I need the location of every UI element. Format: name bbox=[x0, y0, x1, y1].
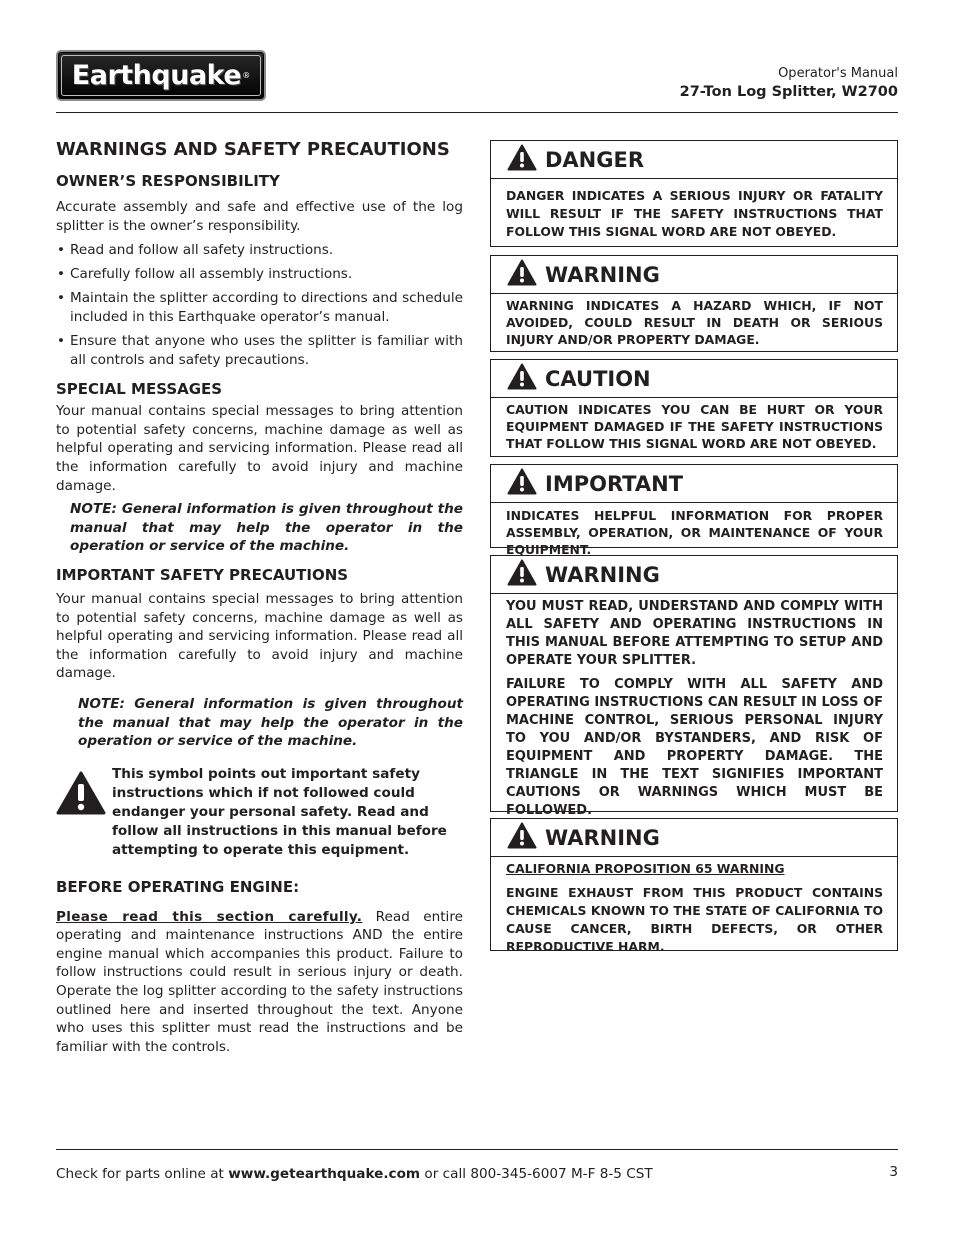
warning-title-bar bbox=[491, 819, 897, 857]
product-title: 27-Ton Log Splitter, W2700 bbox=[679, 84, 898, 100]
warning-text-failure: FAILURE TO COMPLY WITH ALL SAFETY AND OPERATING INSTRUCTIONS CAN RESULT IN LOSS OF MACHINE CONTROL, SERIOUS PERSONAL INJURY TO YOU AND/OR BYSTANDERS, AND RISK OF EQUIPMENT AND PROPERTY DAMAGE. THE TRIANGLE IN THE TEXT SIGNIFIES IMPORTANT CAUTIONS OR WARNINGS WHICH MUST BE FOLLOWED. bbox=[506, 677, 883, 818]
special-note: NOTE: General information is given throughout the manual that may help the operator in the operation or service of the machine. bbox=[70, 501, 463, 555]
logo-frame bbox=[61, 55, 261, 96]
warning-triangle-icon bbox=[507, 822, 537, 853]
special-body: Your manual contains special messages to bring attention to potential safety concerns, machine damage as well as helpful operating and servicing information. Please read all the information carefully to avoid injury and machine damage. bbox=[56, 403, 463, 494]
warning-box-prop65 bbox=[490, 818, 898, 954]
owners-list bbox=[56, 241, 463, 370]
list-item: • Ensure that anyone who uses the splitter is familiar with all controls and safety precautions. bbox=[56, 332, 463, 370]
list-item: • Carefully follow all assembly instructions. bbox=[56, 265, 463, 284]
logo-registered-mark: ® bbox=[242, 71, 251, 80]
danger-box bbox=[490, 140, 898, 247]
danger-text: DANGER INDICATES A SERIOUS INJURY OR FATALITY WILL RESULT IF THE SAFETY INSTRUCTIONS THAT FOLLOW THIS SIGNAL WORD ARE NOT OBEYED. bbox=[506, 188, 883, 239]
warning-box-definition bbox=[490, 255, 898, 352]
important-title: IMPORTANT bbox=[545, 471, 684, 496]
before-heading: BEFORE OPERATING ENGINE: bbox=[56, 877, 300, 896]
footer-contact bbox=[56, 1165, 653, 1183]
prop65-text: ENGINE EXHAUST FROM THIS PRODUCT CONTAINS CHEMICALS KNOWN TO THE STATE OF CALIFORNIA TO CAUSE CANCER, BIRTH DEFECTS, OR OTHER REPRODUCTIVE HARM. bbox=[506, 885, 883, 954]
warning-title: WARNING bbox=[545, 262, 660, 287]
footer-divider bbox=[56, 1149, 898, 1150]
warning-body bbox=[491, 857, 897, 962]
warning-title: WARNING bbox=[545, 825, 660, 850]
before-body bbox=[56, 908, 463, 1057]
prop65-heading: CALIFORNIA PROPOSITION 65 WARNING bbox=[506, 861, 785, 876]
header-info bbox=[578, 66, 898, 102]
warning-title-bar bbox=[491, 256, 897, 294]
safety-symbol-block bbox=[56, 765, 463, 860]
footer-prefix: Check for parts online at bbox=[56, 1166, 229, 1182]
important-text: INDICATES HELPFUL INFORMATION FOR PROPER ASSEMBLY, OPERATION, OR MAINTENANCE OF YOUR EQUIPMENT. bbox=[506, 508, 883, 557]
left-column bbox=[56, 138, 463, 1056]
manual-label: Operator's Manual bbox=[778, 66, 898, 81]
warning-triangle-icon bbox=[507, 363, 537, 394]
list-item: • Read and follow all safety instructions. bbox=[56, 241, 463, 260]
page-number: 3 bbox=[889, 1164, 898, 1180]
logo-text: Earthquake bbox=[71, 60, 242, 91]
caution-title: CAUTION bbox=[545, 366, 651, 391]
important-title-bar bbox=[491, 465, 897, 503]
warning-triangle-icon bbox=[56, 765, 112, 860]
warning-triangle-icon bbox=[507, 259, 537, 290]
warning-body bbox=[491, 294, 897, 354]
footer-suffix: or call 800-345-6007 M-F 8-5 CST bbox=[420, 1166, 653, 1182]
caution-box bbox=[490, 359, 898, 457]
danger-title-bar bbox=[491, 141, 897, 179]
symbol-explanation: This symbol points out important safety instructions which if not followed could endanger your personal safety. Read and follow all instructions in this manual before attempting to operate this equipment. bbox=[112, 765, 447, 858]
danger-title: DANGER bbox=[545, 147, 645, 172]
warning-body bbox=[491, 594, 897, 826]
warning-title: WARNING bbox=[545, 562, 660, 587]
warning-text: WARNING INDICATES A HAZARD WHICH, IF NOT AVOIDED, COULD RESULT IN DEATH OR SERIOUS INJURY AND/OR PROPERTY DAMAGE. bbox=[506, 298, 883, 347]
warning-title-bar bbox=[491, 556, 897, 594]
warning-box-read-manual bbox=[490, 555, 898, 818]
important-body: Your manual contains special messages to bring attention to potential safety concerns, machine damage as well as helpful operating and servicing information. Please read all the information carefully to avoid injury and machine damage. bbox=[56, 590, 463, 682]
earthquake-logo bbox=[56, 50, 266, 101]
header-divider bbox=[56, 112, 898, 113]
warning-triangle-icon bbox=[507, 144, 537, 175]
page-title: WARNINGS AND SAFETY PRECAUTIONS bbox=[56, 139, 450, 160]
warning-triangle-icon bbox=[507, 559, 537, 590]
list-item: • Maintain the splitter according to directions and schedule included in this Earthquake operator’s manual. bbox=[56, 289, 463, 327]
caution-text: CAUTION INDICATES YOU CAN BE HURT OR YOUR EQUIPMENT DAMAGED IF THE SAFETY INSTRUCTIONS THAT FOLLOW THIS SIGNAL WORD ARE NOT OBEYED. bbox=[506, 402, 883, 451]
important-heading: IMPORTANT SAFETY PRECAUTIONS bbox=[56, 565, 349, 584]
before-text: Read entire operating and maintenance instructions AND the entire engine manual which accompanies this product. Failure to follow instructions could result in serious injury or death. Operate the log splitter according to the safety instructions outlined here and inserted throughout the text. Anyone who uses this splitter must read the instructions and be familiar with the controls. bbox=[56, 908, 463, 1055]
warning-text-read: YOU MUST READ, UNDERSTAND AND COMPLY WITH ALL SAFETY AND OPERATING INSTRUCTIONS IN THIS MANUAL BEFORE ATTEMPTING TO SETUP AND OPERATE YOUR SPLITTER. bbox=[506, 599, 883, 668]
danger-body bbox=[491, 179, 897, 247]
footer-website-link[interactable]: www.getearthquake.com bbox=[228, 1166, 421, 1182]
warning-triangle-icon bbox=[507, 468, 537, 499]
caution-body bbox=[491, 398, 897, 458]
owners-heading: OWNER’S RESPONSIBILITY bbox=[56, 172, 280, 190]
caution-title-bar bbox=[491, 360, 897, 398]
special-heading: SPECIAL MESSAGES bbox=[56, 380, 223, 399]
owners-intro: Accurate assembly and safe and effective use of the log splitter is the owner’s responsibility. bbox=[56, 199, 463, 234]
important-box bbox=[490, 464, 898, 557]
important-note: NOTE: General information is given throughout the manual that may help the operator in the operation or service of the machine. bbox=[78, 695, 463, 750]
before-lead: Please read this section carefully. bbox=[56, 908, 363, 925]
